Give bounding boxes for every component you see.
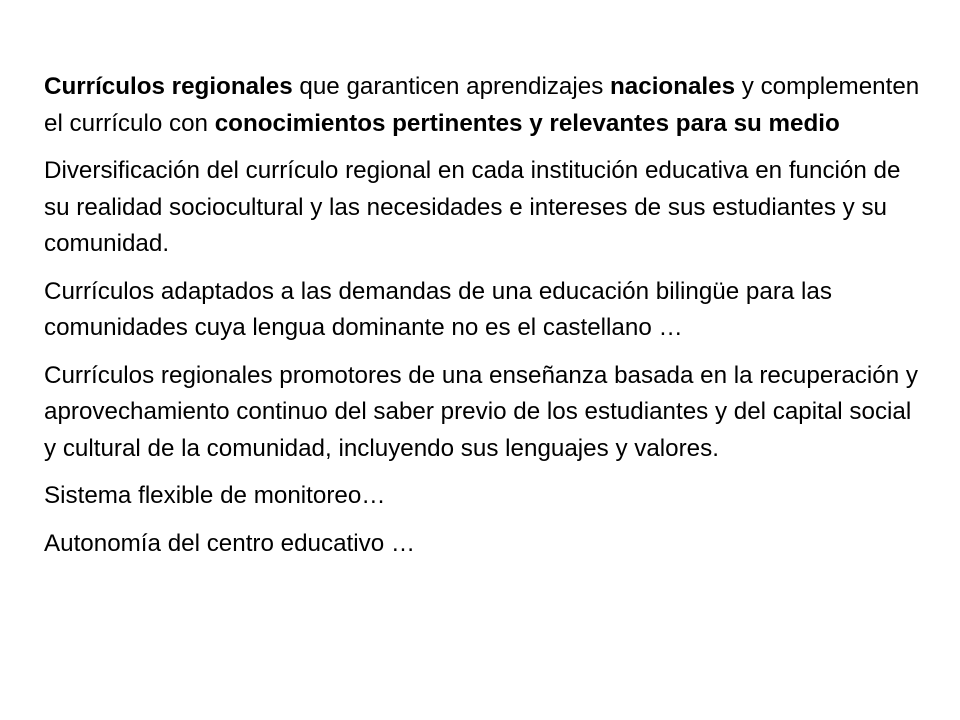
paragraph-autonomia (44, 526, 924, 563)
paragraph-curriculos-promotores (44, 358, 924, 468)
text-segment: y complementen el currículo con (44, 73, 920, 137)
paragraph-curriculos-adaptados (44, 274, 924, 347)
paragraph-sistema-monitoreo (44, 478, 924, 515)
text-segment: nacionales (610, 73, 736, 100)
text-segment: Currículos regionales promotores de una enseñanza basada en la recuperación y aprovechamiento continuo del saber previo de los estudiantes y del capital social y cultural de la comunidad, incluyendo sus lenguajes y valores. (44, 361, 918, 462)
text-segment: Sistema flexible de monitoreo… (44, 482, 386, 509)
paragraph-diversificacion (44, 153, 924, 263)
text-segment: Currículos adaptados a las demandas de una educación bilingüe para las comunidades cuya lengua dominante no es el castellano … (44, 277, 832, 341)
text-segment: Currículos regionales (44, 73, 293, 100)
text-segment: Diversificación del currículo regional en cada institución educativa en función de su realidad sociocultural y las necesidades e intereses de sus estudiantes y su comunidad. (44, 157, 901, 257)
text-segment: conocimientos pertinentes y relevantes para su medio (214, 109, 840, 137)
paragraph-curriculos-regionales (44, 69, 924, 142)
slide-body (44, 69, 924, 573)
text-segment: Autonomía del centro educativo … (44, 529, 416, 557)
text-segment: que garanticen aprendizajes (292, 73, 611, 100)
